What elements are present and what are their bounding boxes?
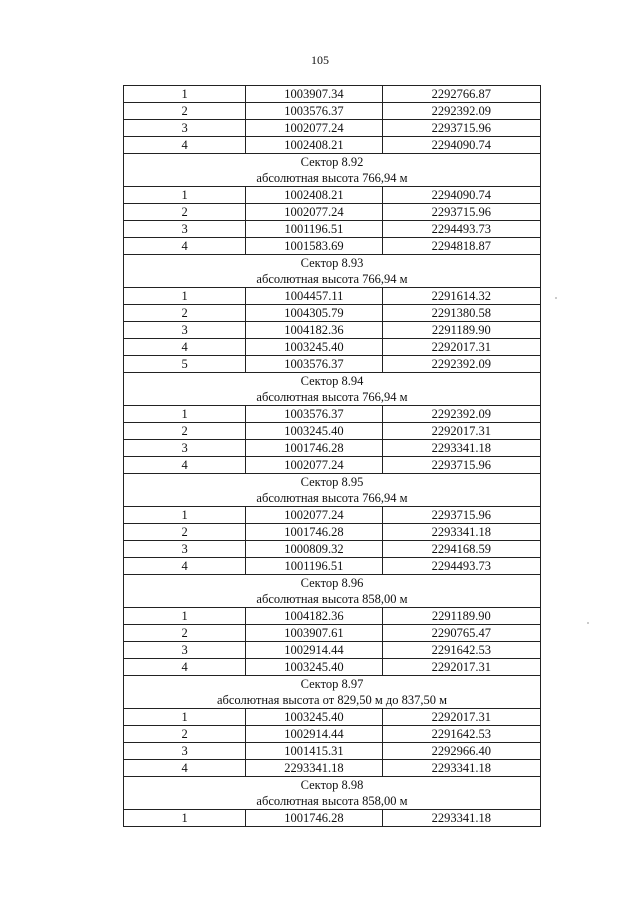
sector-title: Сектор 8.95	[124, 474, 541, 491]
table-row	[124, 524, 541, 541]
table-row	[124, 743, 541, 760]
y-coordinate: 2293715.96	[382, 204, 540, 221]
point-number: 2	[124, 204, 246, 221]
point-number: 1	[124, 608, 246, 625]
coordinates-table	[123, 85, 541, 827]
table-row	[124, 507, 541, 524]
x-coordinate: 1004182.36	[246, 322, 382, 339]
y-coordinate: 2293341.18	[382, 440, 540, 457]
table-row	[124, 339, 541, 356]
point-number: 2	[124, 103, 246, 120]
sector-altitude-row	[124, 591, 541, 608]
sector-altitude-row	[124, 170, 541, 187]
x-coordinate: 1002077.24	[246, 204, 382, 221]
point-number: 1	[124, 709, 246, 726]
table-row	[124, 760, 541, 777]
sector-title: Сектор 8.97	[124, 676, 541, 693]
table-row	[124, 423, 541, 440]
point-number: 5	[124, 356, 246, 373]
point-number: 3	[124, 440, 246, 457]
y-coordinate: 2294818.87	[382, 238, 540, 255]
x-coordinate: 1003907.34	[246, 86, 382, 103]
point-number: 3	[124, 642, 246, 659]
y-coordinate: 2292392.09	[382, 103, 540, 120]
table-row	[124, 659, 541, 676]
sector-altitude-row	[124, 271, 541, 288]
x-coordinate: 1002077.24	[246, 507, 382, 524]
x-coordinate: 1004457.11	[246, 288, 382, 305]
y-coordinate: 2292017.31	[382, 423, 540, 440]
y-coordinate: 2291189.90	[382, 608, 540, 625]
table-row	[124, 204, 541, 221]
y-coordinate: 2291189.90	[382, 322, 540, 339]
y-coordinate: 2293341.18	[382, 524, 540, 541]
x-coordinate: 1001415.31	[246, 743, 382, 760]
y-coordinate: 2293341.18	[382, 810, 540, 827]
x-coordinate: 1000809.32	[246, 541, 382, 558]
table-row	[124, 103, 541, 120]
sector-altitude: абсолютная высота 766,94 м	[124, 389, 541, 406]
sector-title-row	[124, 255, 541, 272]
x-coordinate: 1003576.37	[246, 103, 382, 120]
y-coordinate: 2292017.31	[382, 709, 540, 726]
table-row	[124, 86, 541, 103]
y-coordinate: 2291380.58	[382, 305, 540, 322]
point-number: 3	[124, 743, 246, 760]
sector-title-row	[124, 154, 541, 171]
point-number: 4	[124, 339, 246, 356]
table-row	[124, 440, 541, 457]
x-coordinate: 1003576.37	[246, 356, 382, 373]
y-coordinate: 2293715.96	[382, 120, 540, 137]
x-coordinate: 1002914.44	[246, 642, 382, 659]
scan-speck	[555, 297, 557, 299]
table-row	[124, 541, 541, 558]
point-number: 1	[124, 507, 246, 524]
table-row	[124, 221, 541, 238]
table-row	[124, 457, 541, 474]
table-row	[124, 187, 541, 204]
sector-altitude-row	[124, 490, 541, 507]
sector-title: Сектор 8.94	[124, 373, 541, 390]
table-row	[124, 608, 541, 625]
x-coordinate: 1002077.24	[246, 457, 382, 474]
x-coordinate: 1003907.61	[246, 625, 382, 642]
table-row	[124, 709, 541, 726]
point-number: 2	[124, 524, 246, 541]
y-coordinate: 2291642.53	[382, 642, 540, 659]
table-row	[124, 120, 541, 137]
y-coordinate: 2294493.73	[382, 558, 540, 575]
point-number: 1	[124, 86, 246, 103]
x-coordinate: 1003245.40	[246, 423, 382, 440]
sector-altitude: абсолютная высота 766,94 м	[124, 271, 541, 288]
sector-title-row	[124, 373, 541, 390]
y-coordinate: 2292392.09	[382, 356, 540, 373]
sector-altitude: абсолютная высота 858,00 м	[124, 793, 541, 810]
table-row	[124, 238, 541, 255]
point-number: 4	[124, 238, 246, 255]
point-number: 1	[124, 810, 246, 827]
sector-title-row	[124, 474, 541, 491]
table-row	[124, 356, 541, 373]
x-coordinate: 1003576.37	[246, 406, 382, 423]
table-row	[124, 305, 541, 322]
x-coordinate: 1002077.24	[246, 120, 382, 137]
point-number: 2	[124, 726, 246, 743]
table-row	[124, 137, 541, 154]
table-row	[124, 322, 541, 339]
table-row	[124, 288, 541, 305]
x-coordinate: 1002408.21	[246, 187, 382, 204]
sector-title: Сектор 8.96	[124, 575, 541, 592]
sector-altitude: абсолютная высота 858,00 м	[124, 591, 541, 608]
y-coordinate: 2293341.18	[382, 760, 540, 777]
x-coordinate: 1001746.28	[246, 440, 382, 457]
y-coordinate: 2291642.53	[382, 726, 540, 743]
table-row	[124, 726, 541, 743]
y-coordinate: 2292017.31	[382, 339, 540, 356]
table-row	[124, 558, 541, 575]
sector-title: Сектор 8.92	[124, 154, 541, 171]
x-coordinate: 1001746.28	[246, 810, 382, 827]
x-coordinate: 1001196.51	[246, 221, 382, 238]
page-number: 105	[311, 53, 329, 67]
table-row	[124, 810, 541, 827]
sector-altitude-row	[124, 793, 541, 810]
point-number: 2	[124, 423, 246, 440]
x-coordinate: 1002914.44	[246, 726, 382, 743]
x-coordinate: 1004305.79	[246, 305, 382, 322]
point-number: 1	[124, 288, 246, 305]
point-number: 3	[124, 221, 246, 238]
point-number: 3	[124, 541, 246, 558]
point-number: 4	[124, 760, 246, 777]
y-coordinate: 2292392.09	[382, 406, 540, 423]
x-coordinate: 1003245.40	[246, 709, 382, 726]
y-coordinate: 2294493.73	[382, 221, 540, 238]
sector-altitude-row	[124, 692, 541, 709]
x-coordinate: 1003245.40	[246, 659, 382, 676]
point-number: 2	[124, 625, 246, 642]
sector-altitude-row	[124, 389, 541, 406]
point-number: 4	[124, 457, 246, 474]
point-number: 3	[124, 120, 246, 137]
x-coordinate: 1002408.21	[246, 137, 382, 154]
x-coordinate: 1004182.36	[246, 608, 382, 625]
y-coordinate: 2292017.31	[382, 659, 540, 676]
table-row	[124, 625, 541, 642]
table-row	[124, 406, 541, 423]
y-coordinate: 2292966.40	[382, 743, 540, 760]
point-number: 3	[124, 322, 246, 339]
sector-title-row	[124, 575, 541, 592]
y-coordinate: 2294090.74	[382, 187, 540, 204]
y-coordinate: 2291614.32	[382, 288, 540, 305]
x-coordinate: 1001583.69	[246, 238, 382, 255]
point-number: 4	[124, 558, 246, 575]
y-coordinate: 2293715.96	[382, 507, 540, 524]
sector-altitude: абсолютная высота от 829,50 м до 837,50 м	[124, 692, 541, 709]
point-number: 4	[124, 659, 246, 676]
point-number: 4	[124, 137, 246, 154]
sector-title-row	[124, 676, 541, 693]
point-number: 2	[124, 305, 246, 322]
y-coordinate: 2293715.96	[382, 457, 540, 474]
y-coordinate: 2294090.74	[382, 137, 540, 154]
point-number: 1	[124, 406, 246, 423]
x-coordinate: 1001746.28	[246, 524, 382, 541]
table-row	[124, 642, 541, 659]
y-coordinate: 2290765.47	[382, 625, 540, 642]
coordinates-table-body	[124, 86, 541, 827]
x-coordinate: 1001196.51	[246, 558, 382, 575]
sector-altitude: абсолютная высота 766,94 м	[124, 490, 541, 507]
point-number: 1	[124, 187, 246, 204]
sector-altitude: абсолютная высота 766,94 м	[124, 170, 541, 187]
sector-title-row	[124, 777, 541, 794]
sector-title: Сектор 8.93	[124, 255, 541, 272]
x-coordinate: 2293341.18	[246, 760, 382, 777]
scan-speck	[587, 622, 589, 624]
sector-title: Сектор 8.98	[124, 777, 541, 794]
y-coordinate: 2294168.59	[382, 541, 540, 558]
y-coordinate: 2292766.87	[382, 86, 540, 103]
x-coordinate: 1003245.40	[246, 339, 382, 356]
